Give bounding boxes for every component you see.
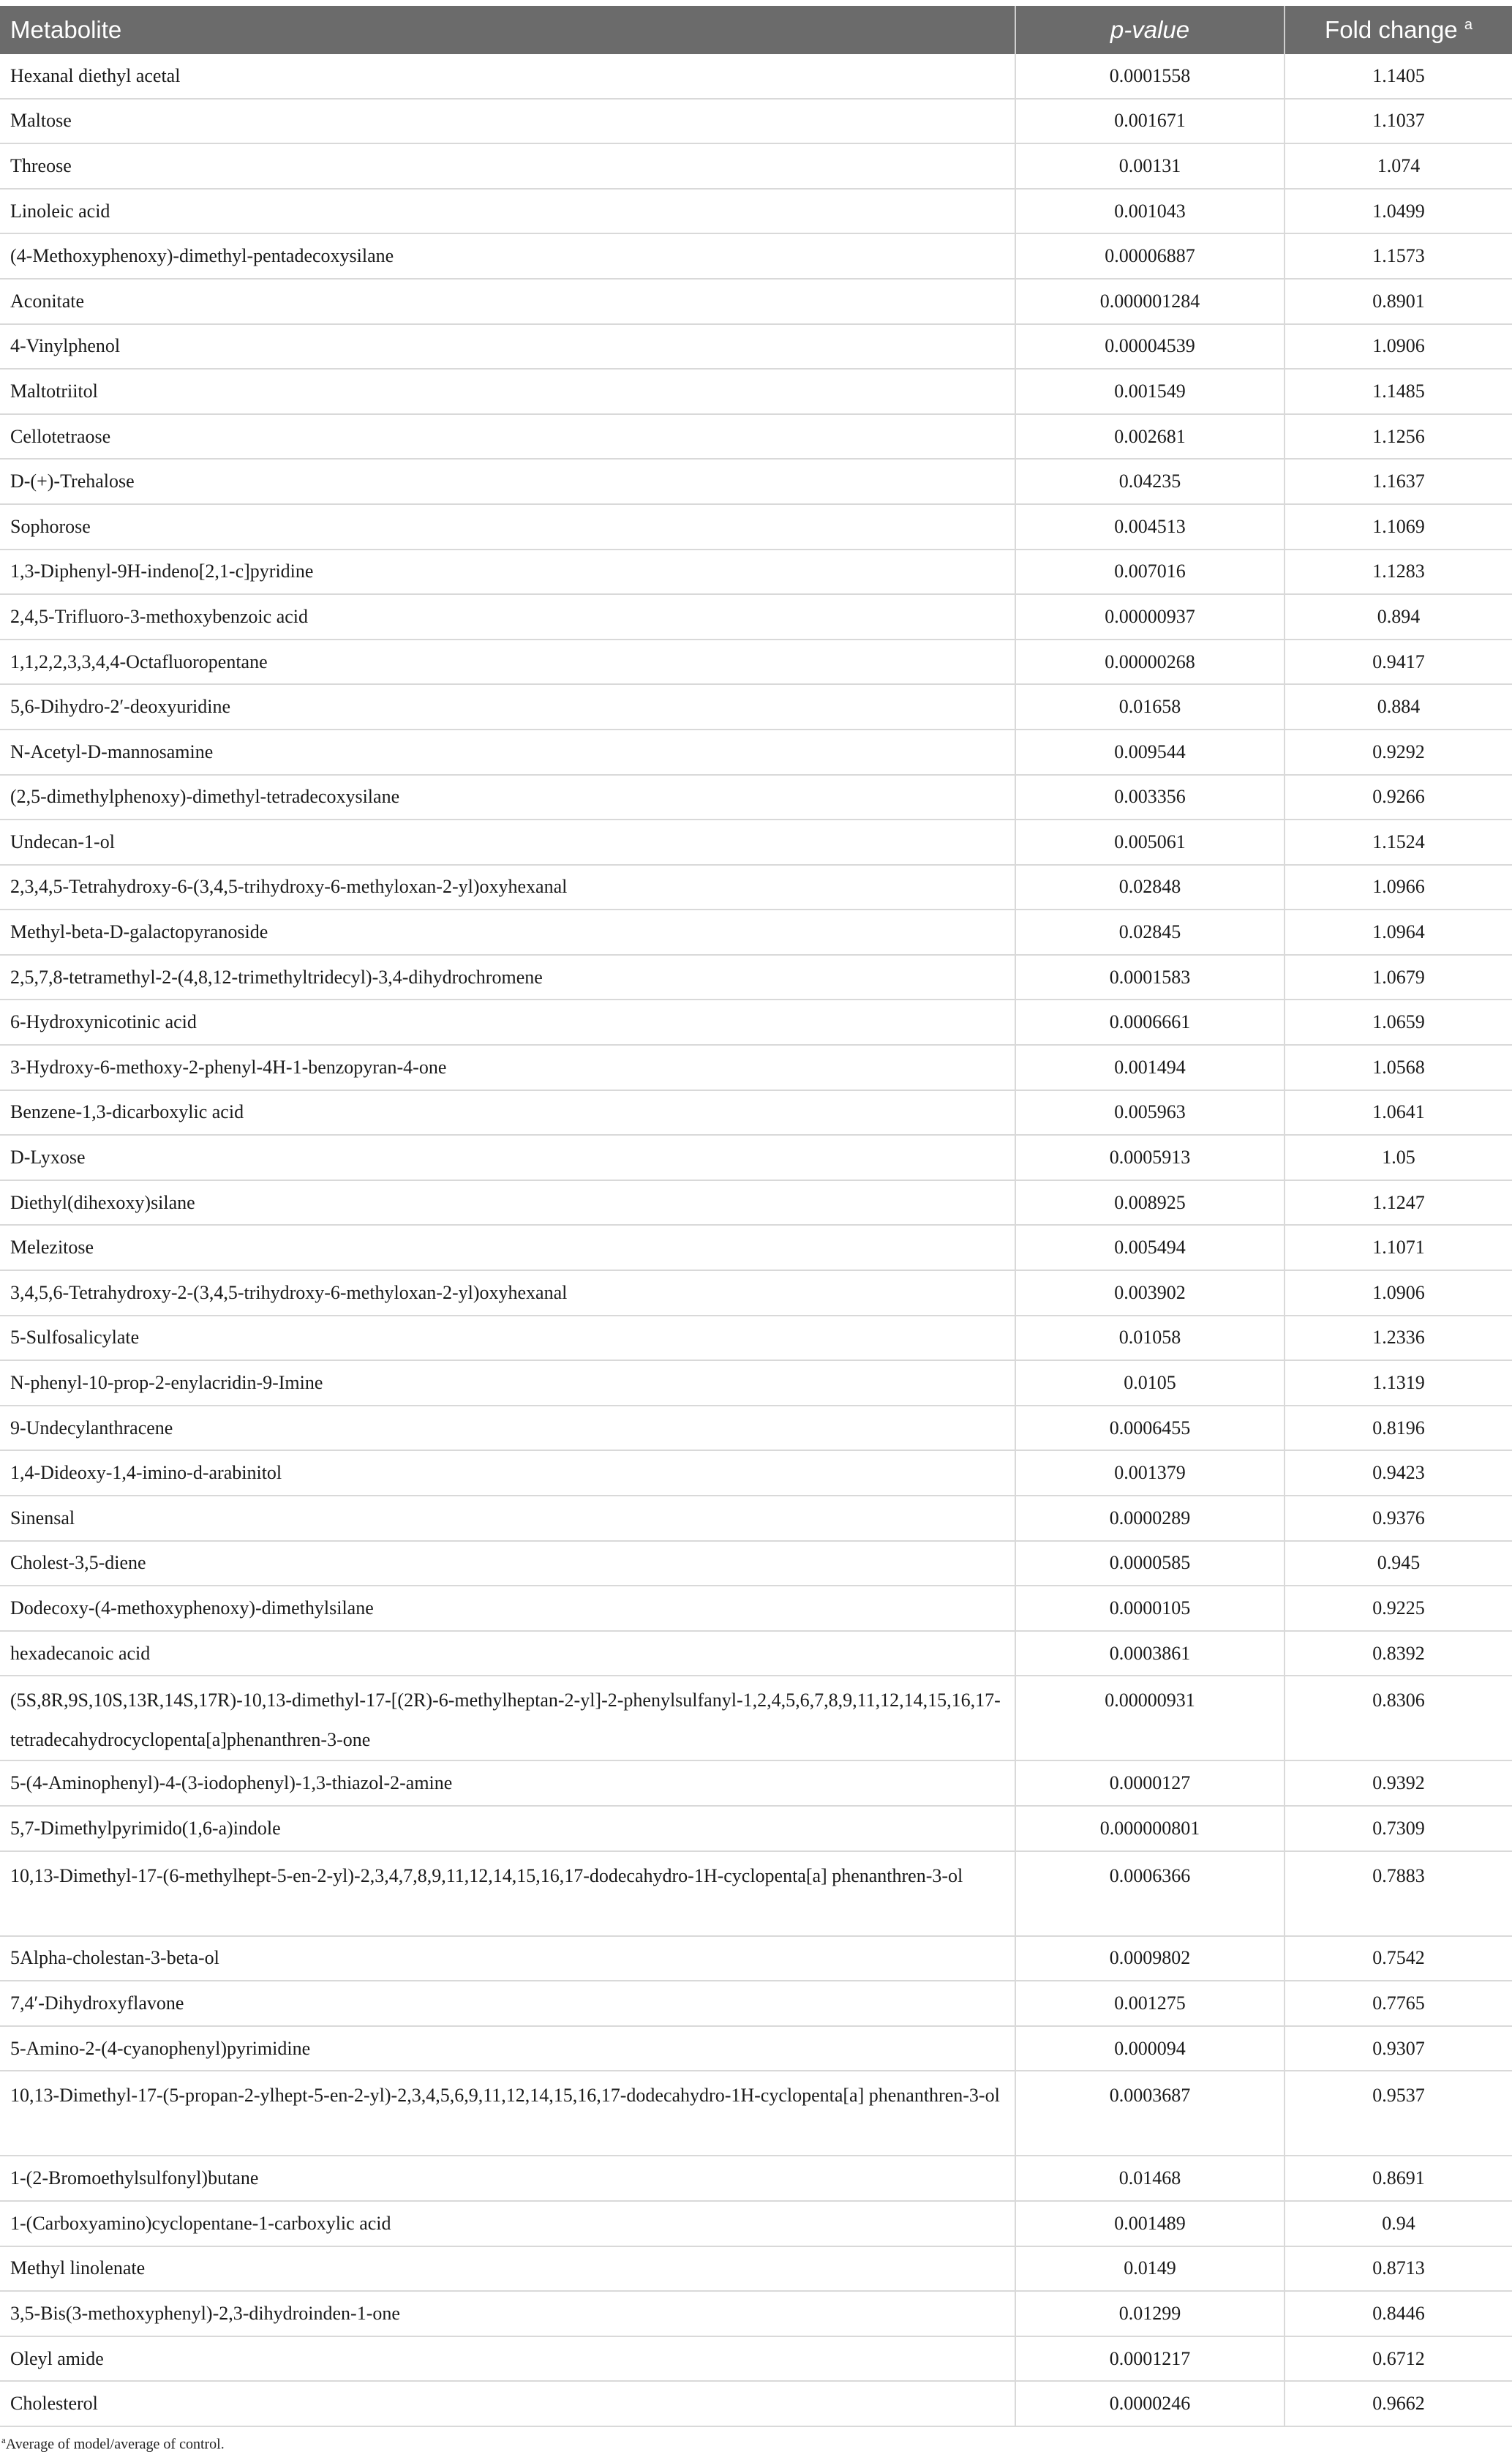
p-value-cell: 0.04235 xyxy=(1015,459,1285,504)
table-row xyxy=(0,1676,1512,1760)
p-value-cell: 0.009544 xyxy=(1015,730,1285,775)
fold-change-cell: 0.7309 xyxy=(1285,1806,1512,1851)
metabolite-name-cell: 3-Hydroxy-6-methoxy-2-phenyl-4H-1-benzopyran-4-one xyxy=(0,1045,1015,1090)
metabolite-name-cell: 5,6-Dihydro-2′-deoxyuridine xyxy=(0,684,1015,730)
p-value-cell: 0.00131 xyxy=(1015,143,1285,189)
fold-change-cell: 1.0679 xyxy=(1285,955,1512,1000)
table-row xyxy=(0,730,1512,775)
table-row xyxy=(0,504,1512,550)
fold-change-cell: 0.8446 xyxy=(1285,2291,1512,2336)
table-row xyxy=(0,2336,1512,2382)
fold-change-cell: 1.2336 xyxy=(1285,1316,1512,1361)
table-row xyxy=(0,1806,1512,1851)
table-row xyxy=(0,684,1512,730)
table-row xyxy=(0,1316,1512,1361)
fold-change-cell: 0.9392 xyxy=(1285,1760,1512,1806)
metabolite-name-cell: N-phenyl-10-prop-2-enylacridin-9-Imine xyxy=(0,1360,1015,1406)
p-value-cell: 0.0005913 xyxy=(1015,1135,1285,1180)
p-value-cell: 0.0000127 xyxy=(1015,1760,1285,1806)
table-row xyxy=(0,279,1512,324)
fold-change-cell: 0.7883 xyxy=(1285,1851,1512,1936)
p-value-cell: 0.005494 xyxy=(1015,1225,1285,1270)
table-row xyxy=(0,594,1512,640)
p-value-cell: 0.00000931 xyxy=(1015,1676,1285,1760)
p-value-cell: 0.01468 xyxy=(1015,2156,1285,2201)
p-value-cell: 0.0006366 xyxy=(1015,1851,1285,1936)
fold-change-cell: 1.0659 xyxy=(1285,1000,1512,1045)
metabolite-name-cell: 1,1,2,2,3,3,4,4-Octafluoropentane xyxy=(0,640,1015,685)
fold-change-cell: 0.7542 xyxy=(1285,1936,1512,1981)
fold-change-cell: 0.6712 xyxy=(1285,2336,1512,2382)
table-row xyxy=(0,1270,1512,1316)
metabolite-name-cell: Melezitose xyxy=(0,1225,1015,1270)
fold-change-cell: 0.894 xyxy=(1285,594,1512,640)
table-row xyxy=(0,955,1512,1000)
metabolite-name-cell: Undecan-1-ol xyxy=(0,820,1015,865)
metabolite-name-cell: 2,4,5-Trifluoro-3-methoxybenzoic acid xyxy=(0,594,1015,640)
table-row xyxy=(0,1406,1512,1451)
table-row xyxy=(0,550,1512,595)
table-row xyxy=(0,143,1512,189)
p-value-cell: 0.005061 xyxy=(1015,820,1285,865)
table-row xyxy=(0,1541,1512,1586)
fold-change-cell: 0.8713 xyxy=(1285,2246,1512,2292)
table-row xyxy=(0,324,1512,370)
table-row xyxy=(0,189,1512,234)
table-row xyxy=(0,233,1512,279)
table-row xyxy=(0,910,1512,955)
metabolite-name-cell: D-(+)-Trehalose xyxy=(0,459,1015,504)
p-value-cell: 0.001379 xyxy=(1015,1450,1285,1496)
metabolite-name-cell: 5Alpha-cholestan-3-beta-ol xyxy=(0,1936,1015,1981)
fold-change-cell: 0.9662 xyxy=(1285,2381,1512,2426)
metabolite-name-cell: 4-Vinylphenol xyxy=(0,324,1015,370)
metabolite-name-cell: Threose xyxy=(0,143,1015,189)
metabolite-name-cell: (2,5-dimethylphenoxy)-dimethyl-tetradecoxysilane xyxy=(0,775,1015,820)
p-value-header-label: p-value xyxy=(1110,16,1190,43)
metabolite-name-cell: (4-Methoxyphenoxy)-dimethyl-pentadecoxysilane xyxy=(0,233,1015,279)
footnote-mark: a xyxy=(1,2434,6,2445)
p-value-cell: 0.001671 xyxy=(1015,99,1285,144)
metabolite-name-cell: Oleyl amide xyxy=(0,2336,1015,2382)
fold-change-footnote-mark: a xyxy=(1464,17,1472,33)
metabolite-name-cell: 10,13-Dimethyl-17-(6-methylhept-5-en-2-yl)-2,3,4,7,8,9,11,12,14,15,16,17-dodecahydro-1H-cyclopenta[a] phenanthren-3-ol xyxy=(0,1851,1015,1936)
table-row xyxy=(0,1045,1512,1090)
table-row xyxy=(0,1180,1512,1226)
p-value-cell: 0.0006661 xyxy=(1015,1000,1285,1045)
p-value-cell: 0.0003861 xyxy=(1015,1631,1285,1676)
fold-change-cell: 0.9307 xyxy=(1285,2026,1512,2071)
metabolite-name-cell: 5,7-Dimethylpyrimido(1,6-a)indole xyxy=(0,1806,1015,1851)
table-row xyxy=(0,1981,1512,2026)
footnote-text: Average of model/average of control. xyxy=(5,2436,225,2453)
metabolite-name-cell: 2,3,4,5-Tetrahydroxy-6-(3,4,5-trihydroxy-6-methyloxan-2-yl)oxyhexanal xyxy=(0,865,1015,910)
column-header-metabolite: Metabolite xyxy=(0,6,1015,54)
p-value-cell: 0.0000289 xyxy=(1015,1496,1285,1541)
table-row xyxy=(0,820,1512,865)
column-header-p-value xyxy=(1015,6,1285,54)
fold-change-cell: 1.1247 xyxy=(1285,1180,1512,1226)
metabolite-name-cell: Cellotetraose xyxy=(0,414,1015,460)
table-row xyxy=(0,459,1512,504)
fold-change-cell: 1.0499 xyxy=(1285,189,1512,234)
metabolite-name-cell: 5-(4-Aminophenyl)-4-(3-iodophenyl)-1,3-thiazol-2-amine xyxy=(0,1760,1015,1806)
table-row xyxy=(0,865,1512,910)
table-row xyxy=(0,1851,1512,1936)
fold-change-cell: 1.0964 xyxy=(1285,910,1512,955)
p-value-cell: 0.000094 xyxy=(1015,2026,1285,2071)
p-value-cell: 0.0006455 xyxy=(1015,1406,1285,1451)
metabolite-name-cell: 2,5,7,8-tetramethyl-2-(4,8,12-trimethyltridecyl)-3,4-dihydrochromene xyxy=(0,955,1015,1000)
metabolite-name-cell: Linoleic acid xyxy=(0,189,1015,234)
fold-change-cell: 1.1637 xyxy=(1285,459,1512,504)
metabolite-name-cell: Benzene-1,3-dicarboxylic acid xyxy=(0,1090,1015,1136)
p-value-cell: 0.005963 xyxy=(1015,1090,1285,1136)
metabolite-name-cell: 3,5-Bis(3-methoxyphenyl)-2,3-dihydroinden-1-one xyxy=(0,2291,1015,2336)
p-value-cell: 0.0000585 xyxy=(1015,1541,1285,1586)
p-value-cell: 0.00004539 xyxy=(1015,324,1285,370)
p-value-cell: 0.00000268 xyxy=(1015,640,1285,685)
table-row xyxy=(0,369,1512,414)
metabolite-name-cell: 1-(2-Bromoethylsulfonyl)butane xyxy=(0,2156,1015,2201)
fold-change-cell: 0.9537 xyxy=(1285,2071,1512,2156)
metabolite-name-cell: 9-Undecylanthracene xyxy=(0,1406,1015,1451)
fold-change-cell: 1.0641 xyxy=(1285,1090,1512,1136)
metabolite-name-cell: Maltose xyxy=(0,99,1015,144)
p-value-cell: 0.0009802 xyxy=(1015,1936,1285,1981)
fold-change-cell: 0.7765 xyxy=(1285,1981,1512,2026)
p-value-cell: 0.0001217 xyxy=(1015,2336,1285,2382)
metabolite-name-cell: 1-(Carboxyamino)cyclopentane-1-carboxylic acid xyxy=(0,2201,1015,2246)
p-value-cell: 0.00006887 xyxy=(1015,233,1285,279)
metabolite-name-cell: Hexanal diethyl acetal xyxy=(0,54,1015,99)
table-row xyxy=(0,1936,1512,1981)
p-value-cell: 0.001494 xyxy=(1015,1045,1285,1090)
metabolite-name-cell: 6-Hydroxynicotinic acid xyxy=(0,1000,1015,1045)
column-header-fold-change xyxy=(1285,6,1512,54)
fold-change-cell: 1.1573 xyxy=(1285,233,1512,279)
p-value-cell: 0.002681 xyxy=(1015,414,1285,460)
table-row xyxy=(0,1631,1512,1676)
table-row xyxy=(0,775,1512,820)
p-value-cell: 0.00000937 xyxy=(1015,594,1285,640)
p-value-cell: 0.001489 xyxy=(1015,2201,1285,2246)
fold-change-cell: 1.1256 xyxy=(1285,414,1512,460)
metabolite-name-cell: 5-Amino-2-(4-cyanophenyl)pyrimidine xyxy=(0,2026,1015,2071)
fold-change-cell: 1.1405 xyxy=(1285,54,1512,99)
p-value-cell: 0.0000246 xyxy=(1015,2381,1285,2426)
table-row xyxy=(0,1000,1512,1045)
p-value-cell: 0.0000105 xyxy=(1015,1586,1285,1631)
metabolite-name-cell: Sinensal xyxy=(0,1496,1015,1541)
fold-change-cell: 0.945 xyxy=(1285,1541,1512,1586)
table-row xyxy=(0,2071,1512,2156)
metabolite-name-cell: 1,3-Diphenyl-9H-indeno[2,1-c]pyridine xyxy=(0,550,1015,595)
table-row xyxy=(0,2291,1512,2336)
table-row xyxy=(0,2381,1512,2426)
table-row xyxy=(0,99,1512,144)
p-value-cell: 0.000000801 xyxy=(1015,1806,1285,1851)
metabolite-name-cell: 1,4-Dideoxy-1,4-imino-d-arabinitol xyxy=(0,1450,1015,1496)
fold-change-cell: 1.1485 xyxy=(1285,369,1512,414)
table-row xyxy=(0,2201,1512,2246)
table-row xyxy=(0,1135,1512,1180)
table-row xyxy=(0,2246,1512,2292)
fold-change-cell: 1.0906 xyxy=(1285,1270,1512,1316)
table-row xyxy=(0,2026,1512,2071)
fold-change-cell: 0.884 xyxy=(1285,684,1512,730)
metabolite-name-cell: Cholesterol xyxy=(0,2381,1015,2426)
p-value-cell: 0.001043 xyxy=(1015,189,1285,234)
fold-change-cell: 0.8691 xyxy=(1285,2156,1512,2201)
table-row xyxy=(0,1586,1512,1631)
p-value-cell: 0.02848 xyxy=(1015,865,1285,910)
p-value-cell: 0.003356 xyxy=(1015,775,1285,820)
table-row xyxy=(0,54,1512,99)
p-value-cell: 0.007016 xyxy=(1015,550,1285,595)
fold-change-cell: 0.9423 xyxy=(1285,1450,1512,1496)
p-value-cell: 0.001275 xyxy=(1015,1981,1285,2026)
fold-change-cell: 0.94 xyxy=(1285,2201,1512,2246)
fold-change-cell: 0.9225 xyxy=(1285,1586,1512,1631)
metabolite-name-cell: Methyl-beta-D-galactopyranoside xyxy=(0,910,1015,955)
header-row xyxy=(0,6,1512,54)
metabolite-name-cell: 3,4,5,6-Tetrahydroxy-2-(3,4,5-trihydroxy-6-methyloxan-2-yl)oxyhexanal xyxy=(0,1270,1015,1316)
table-footnote xyxy=(0,2427,1512,2453)
table-row xyxy=(0,1496,1512,1541)
p-value-cell: 0.0001583 xyxy=(1015,955,1285,1000)
p-value-cell: 0.01058 xyxy=(1015,1316,1285,1361)
table-row xyxy=(0,640,1512,685)
table-row xyxy=(0,1225,1512,1270)
table-header xyxy=(0,6,1512,54)
table-row xyxy=(0,1360,1512,1406)
p-value-cell: 0.01299 xyxy=(1015,2291,1285,2336)
fold-change-cell: 1.0966 xyxy=(1285,865,1512,910)
metabolite-name-cell: Cholest-3,5-diene xyxy=(0,1541,1015,1586)
p-value-cell: 0.01658 xyxy=(1015,684,1285,730)
fold-change-header-label: Fold change xyxy=(1325,16,1458,43)
fold-change-cell: 0.8901 xyxy=(1285,279,1512,324)
p-value-cell: 0.0003687 xyxy=(1015,2071,1285,2156)
p-value-cell: 0.0001558 xyxy=(1015,54,1285,99)
p-value-cell: 0.008925 xyxy=(1015,1180,1285,1226)
table-row xyxy=(0,1450,1512,1496)
p-value-cell: 0.0105 xyxy=(1015,1360,1285,1406)
fold-change-cell: 0.8392 xyxy=(1285,1631,1512,1676)
p-value-cell: 0.003902 xyxy=(1015,1270,1285,1316)
metabolite-name-cell: 5-Sulfosalicylate xyxy=(0,1316,1015,1361)
table-row xyxy=(0,414,1512,460)
metabolite-name-cell: 10,13-Dimethyl-17-(5-propan-2-ylhept-5-en-2-yl)-2,3,4,5,6,9,11,12,14,15,16,17-dodecahydro-1H-cyclopenta[a] phenanthren-3-ol xyxy=(0,2071,1015,2156)
metabolite-name-cell: Methyl linolenate xyxy=(0,2246,1015,2292)
fold-change-cell: 1.0568 xyxy=(1285,1045,1512,1090)
fold-change-cell: 1.1037 xyxy=(1285,99,1512,144)
table-row xyxy=(0,1760,1512,1806)
fold-change-cell: 1.0906 xyxy=(1285,324,1512,370)
p-value-cell: 0.02845 xyxy=(1015,910,1285,955)
fold-change-cell: 1.1319 xyxy=(1285,1360,1512,1406)
p-value-cell: 0.004513 xyxy=(1015,504,1285,550)
metabolite-name-cell: N-Acetyl-D-mannosamine xyxy=(0,730,1015,775)
metabolite-name-cell: Dodecoxy-(4-methoxyphenoxy)-dimethylsilane xyxy=(0,1586,1015,1631)
metabolite-name-cell: hexadecanoic acid xyxy=(0,1631,1015,1676)
fold-change-cell: 0.8196 xyxy=(1285,1406,1512,1451)
fold-change-cell: 0.9266 xyxy=(1285,775,1512,820)
fold-change-cell: 1.1071 xyxy=(1285,1225,1512,1270)
metabolite-name-cell: Sophorose xyxy=(0,504,1015,550)
fold-change-cell: 1.1069 xyxy=(1285,504,1512,550)
table-body xyxy=(0,54,1512,2426)
metabolite-name-cell: (5S,8R,9S,10S,13R,14S,17R)-10,13-dimethyl-17-[(2R)-6-methylheptan-2-yl]-2-phenylsulfanyl-1,2,4,5,6,7,8,9,11,12,14,15,16,17-tetradecahydrocyclopenta[a]phenanthren-3-one xyxy=(0,1676,1015,1760)
fold-change-cell: 1.074 xyxy=(1285,143,1512,189)
fold-change-cell: 1.1524 xyxy=(1285,820,1512,865)
metabolite-name-cell: Aconitate xyxy=(0,279,1015,324)
fold-change-cell: 0.9292 xyxy=(1285,730,1512,775)
metabolite-name-cell: Maltotriitol xyxy=(0,369,1015,414)
p-value-cell: 0.000001284 xyxy=(1015,279,1285,324)
table-row xyxy=(0,2156,1512,2201)
table-row xyxy=(0,1090,1512,1136)
fold-change-cell: 1.1283 xyxy=(1285,550,1512,595)
p-value-cell: 0.001549 xyxy=(1015,369,1285,414)
metabolite-name-cell: Diethyl(dihexoxy)silane xyxy=(0,1180,1015,1226)
fold-change-cell: 1.05 xyxy=(1285,1135,1512,1180)
metabolite-table xyxy=(0,6,1512,2427)
metabolite-name-cell: D-Lyxose xyxy=(0,1135,1015,1180)
metabolite-name-cell: 7,4′-Dihydroxyflavone xyxy=(0,1981,1015,2026)
fold-change-cell: 0.8306 xyxy=(1285,1676,1512,1760)
fold-change-cell: 0.9376 xyxy=(1285,1496,1512,1541)
p-value-cell: 0.0149 xyxy=(1015,2246,1285,2292)
fold-change-cell: 0.9417 xyxy=(1285,640,1512,685)
